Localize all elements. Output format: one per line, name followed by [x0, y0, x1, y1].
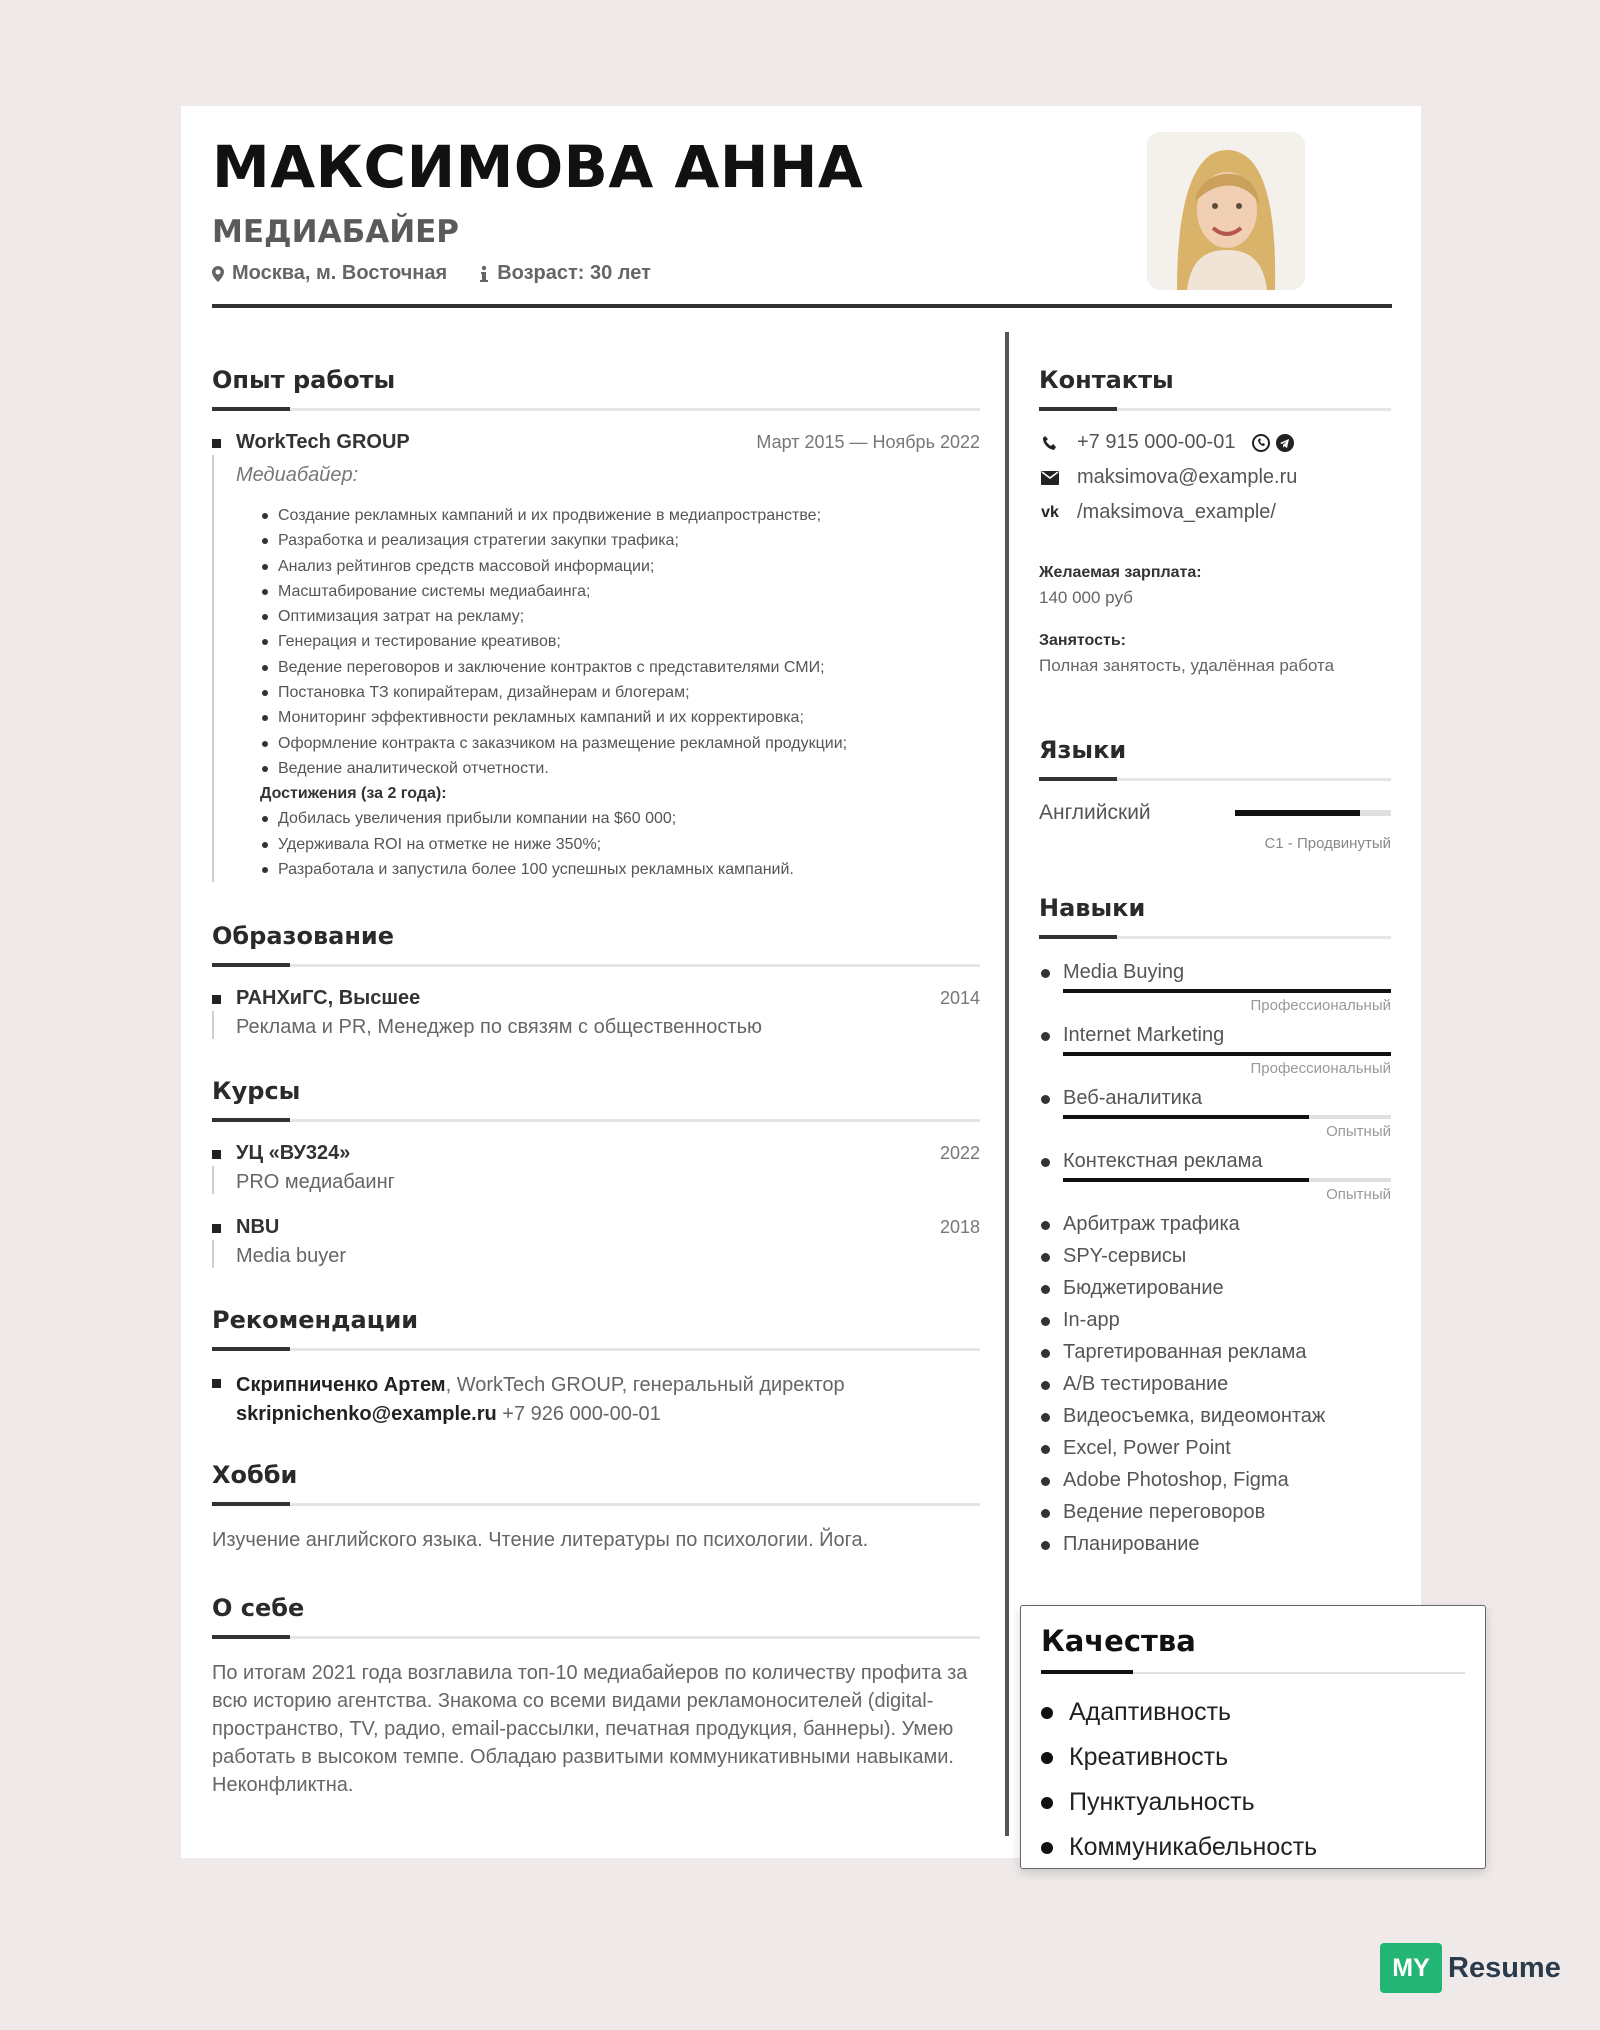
timeline-line — [212, 1240, 214, 1268]
quality-name: Коммуникабельность — [1069, 1833, 1318, 1861]
location-pin-icon — [212, 266, 224, 282]
right-column — [1039, 338, 1391, 1585]
duty-item: Анализ рейтингов средств массовой информации; — [260, 554, 980, 579]
language-row — [1039, 801, 1391, 825]
phone-icon — [1039, 435, 1061, 451]
about-text: По итогам 2021 года возглавила топ-10 медиабайеров по количеству профита за всю историю агентства. Знакома со всеми видами рекламоносителей (digital-пространство, TV, радио, email-рассылки, печатная продукция, баннеры). Умею работать в высоком темпе. Обладаю развитыми коммуникативными навыками. Неконфликтна. — [212, 1662, 968, 1797]
skill-level: Опытный — [1326, 1186, 1391, 1203]
resume-header — [212, 126, 1392, 308]
skill-name: Таргетированная реклама — [1063, 1341, 1307, 1363]
bullet-icon — [1041, 1707, 1053, 1719]
candidate-photo — [1147, 132, 1305, 290]
salary-value: 140 000 руб — [1039, 588, 1133, 607]
skill-level-bar — [1063, 1178, 1391, 1182]
achievement-item: Удерживала ROI на отметке не ниже 350%; — [260, 832, 980, 857]
duty-item: Разработка и реализация стратегии закупки трафика; — [260, 528, 980, 553]
skill-level-fill — [1063, 1052, 1391, 1056]
phone-number[interactable]: +7 915 000-00-01 — [1077, 431, 1236, 453]
email-icon — [1039, 471, 1061, 485]
experience-header-row — [236, 431, 980, 454]
language-level-fill — [1235, 810, 1360, 816]
about-title: О себе — [212, 1594, 980, 1639]
skill-item — [1039, 1403, 1391, 1429]
course-header-row — [236, 1216, 980, 1239]
resume-page — [181, 106, 1421, 1858]
achievement-item: Добилась увеличения прибыли компании на $60 000; — [260, 806, 980, 831]
duty-item: Ведение переговоров и заключение контрактов с представителями СМИ; — [260, 655, 980, 680]
skill-item — [1039, 1435, 1391, 1461]
skill-item — [1039, 1243, 1391, 1269]
logo-resume-text: Resume — [1448, 1951, 1561, 1984]
telegram-icon[interactable] — [1275, 433, 1295, 453]
candidate-position: МЕДИАБАЙЕР — [212, 214, 460, 250]
language-level-bar — [1235, 810, 1391, 816]
skill-level: Профессиональный — [1250, 997, 1391, 1014]
experience-section — [212, 366, 980, 882]
course-org: NBU — [236, 1216, 280, 1239]
courses-section — [212, 1077, 980, 1268]
skill-name: Бюджетирование — [1063, 1277, 1224, 1299]
skill-level-fill — [1063, 1115, 1309, 1119]
simple-skills-list — [1039, 1211, 1391, 1557]
achievements-list — [236, 806, 980, 882]
skill-item — [1039, 1022, 1391, 1077]
quality-item — [1041, 1788, 1465, 1817]
skill-item — [1039, 1085, 1391, 1140]
myresume-logo — [1380, 1943, 1561, 1993]
salary-label: Желаемая зарплата: — [1039, 564, 1202, 581]
skill-item — [1039, 1211, 1391, 1237]
skill-level-fill — [1063, 989, 1391, 993]
hobbies-text: Изучение английского языка. Чтение литературы по психологии. Йога. — [212, 1529, 869, 1552]
hobbies-section — [212, 1461, 980, 1554]
contact-email — [1039, 466, 1391, 489]
skills-title: Навыки — [1039, 894, 1391, 939]
quality-name: Пунктуальность — [1069, 1788, 1255, 1816]
quality-item — [1041, 1698, 1465, 1727]
qualities-list — [1041, 1698, 1465, 1862]
location-item — [212, 262, 447, 285]
skill-level-bar — [1063, 1115, 1391, 1119]
course-header-row — [236, 1142, 980, 1165]
left-column — [212, 338, 980, 1827]
duty-item: Постановка ТЗ копирайтерам, дизайнерам и блогерам; — [260, 680, 980, 705]
employment-label: Занятость: — [1039, 632, 1127, 649]
skill-item — [1039, 1499, 1391, 1525]
recommender-email[interactable]: skripnichenko@example.ru — [236, 1403, 497, 1426]
portrait-image — [1147, 132, 1305, 290]
education-entry — [212, 987, 980, 1039]
recommender-phone: +7 926 000-00-01 — [496, 1403, 661, 1426]
recommendation-text — [236, 1371, 980, 1429]
duty-item: Генерация и тестирование креативов; — [260, 629, 980, 654]
skills-section — [1039, 894, 1391, 1557]
quality-name: Креативность — [1069, 1743, 1229, 1771]
skill-name: Видеосъемка, видеомонтаж — [1063, 1405, 1326, 1427]
duty-item: Мониторинг эффективности рекламных кампаний и их корректировка; — [260, 705, 980, 730]
skill-name: SPY-сервисы — [1063, 1245, 1187, 1267]
duty-item: Ведение аналитической отчетности. — [260, 756, 980, 781]
course-entry — [212, 1216, 980, 1268]
qualities-card — [1020, 1605, 1486, 1869]
skill-level: Профессиональный — [1250, 1060, 1391, 1077]
age-text: Возраст: 30 лет — [497, 262, 651, 284]
recommender-name: Скрипниченко Артем — [236, 1374, 446, 1397]
experience-entry — [212, 431, 980, 882]
location-text: Москва, м. Восточная — [232, 262, 448, 284]
school-name: РАНХиГС, Высшее — [236, 987, 421, 1010]
contact-phone — [1039, 431, 1391, 454]
timeline-line — [212, 1011, 214, 1039]
skill-name: Media Buying — [1063, 961, 1185, 983]
languages-section — [1039, 736, 1391, 852]
skill-name: Веб-аналитика — [1063, 1087, 1203, 1109]
bullet-icon — [1041, 1752, 1053, 1764]
recommendations-title: Рекомендации — [212, 1306, 980, 1351]
skill-item — [1039, 959, 1391, 1014]
contacts-section — [1039, 366, 1391, 676]
skill-level-bar — [1063, 989, 1391, 993]
recommendations-section — [212, 1306, 980, 1429]
skill-name: Ведение переговоров — [1063, 1501, 1266, 1523]
qualities-title: Качества — [1041, 1624, 1465, 1674]
bullet-icon — [1041, 1842, 1053, 1854]
hobbies-title: Хобби — [212, 1461, 980, 1506]
courses-title: Курсы — [212, 1077, 980, 1122]
course-org: УЦ «ВУ324» — [236, 1142, 351, 1165]
duty-item: Оформление контракта с заказчиком на размещение рекламной продукции; — [260, 731, 980, 756]
timeline-line — [212, 1166, 214, 1194]
course-year: 2018 — [939, 1217, 980, 1238]
quality-item — [1041, 1833, 1465, 1862]
experience-period: Март 2015 — Ноябрь 2022 — [756, 432, 980, 452]
skill-item — [1039, 1371, 1391, 1397]
recommender-details: , WorkTech GROUP, генеральный директор — [445, 1374, 845, 1397]
achievements-title: Достижения (за 2 года): — [260, 785, 447, 803]
skill-item — [1039, 1467, 1391, 1493]
education-title: Образование — [212, 922, 980, 967]
contact-vk — [1039, 501, 1391, 524]
skill-name: Excel, Power Point — [1063, 1437, 1231, 1459]
candidate-name: МАКСИМОВА АННА — [212, 133, 864, 201]
duty-item: Создание рекламных кампаний и их продвижение в медиапространстве; — [260, 503, 980, 528]
achievement-item: Разработала и запустила более 100 успешных рекламных кампаний. — [260, 857, 980, 882]
skill-name: In-app — [1063, 1309, 1120, 1331]
recommendation-entry — [212, 1371, 980, 1429]
skill-name: Контекстная реклама — [1063, 1150, 1263, 1172]
logo-my-badge: MY — [1380, 1943, 1442, 1993]
course-name: Media buyer — [236, 1245, 347, 1268]
about-section — [212, 1594, 980, 1799]
column-divider — [1005, 332, 1009, 1836]
vk-link[interactable]: /maksimova_example/ — [1077, 501, 1276, 523]
bullet-icon — [1041, 1797, 1053, 1809]
education-specialty: Реклама и PR, Менеджер по связям с общественностью — [236, 1016, 763, 1039]
quality-name: Адаптивность — [1069, 1698, 1232, 1726]
skill-item — [1039, 1275, 1391, 1301]
languages-title: Языки — [1039, 736, 1391, 781]
skill-item — [1039, 1307, 1391, 1333]
education-year: 2014 — [939, 988, 980, 1009]
duty-item: Оптимизация затрат на рекламу; — [260, 604, 980, 629]
course-name: PRO медиабаинг — [236, 1171, 395, 1194]
course-entry — [212, 1142, 980, 1194]
skill-item — [1039, 1148, 1391, 1203]
skill-item — [1039, 1339, 1391, 1365]
duty-item: Масштабирование системы медиабаинга; — [260, 579, 980, 604]
contacts-title: Контакты — [1039, 366, 1391, 411]
language-level: C1 - Продвинутый — [1264, 835, 1391, 852]
vk-icon: vk — [1041, 503, 1059, 521]
email-address[interactable]: maksimova@example.ru — [1077, 466, 1298, 488]
experience-title: Опыт работы — [212, 366, 980, 411]
language-name: Английский — [1039, 801, 1151, 824]
skill-name: Планирование — [1063, 1533, 1200, 1555]
age-item — [479, 262, 651, 285]
skill-name: Adobe Photoshop, Figma — [1063, 1469, 1289, 1491]
education-header-row — [236, 987, 980, 1010]
skill-name: Арбитраж трафика — [1063, 1213, 1240, 1235]
info-icon — [479, 265, 489, 283]
course-year: 2022 — [939, 1143, 980, 1164]
skill-name: Internet Marketing — [1063, 1024, 1225, 1046]
duties-list — [236, 503, 980, 781]
rated-skills-list — [1039, 959, 1391, 1203]
whatsapp-icon[interactable] — [1251, 433, 1271, 453]
quality-item — [1041, 1743, 1465, 1772]
skill-level: Опытный — [1326, 1123, 1391, 1140]
skill-name: A/B тестирование — [1063, 1373, 1229, 1395]
skill-level-fill — [1063, 1178, 1309, 1182]
employment-value: Полная занятость, удалённая работа — [1039, 656, 1335, 675]
job-role: Медиабайер: — [236, 464, 359, 486]
timeline-line — [212, 455, 214, 882]
skill-item — [1039, 1531, 1391, 1557]
company-name: WorkTech GROUP — [236, 431, 410, 453]
education-section — [212, 922, 980, 1039]
skill-level-bar — [1063, 1052, 1391, 1056]
